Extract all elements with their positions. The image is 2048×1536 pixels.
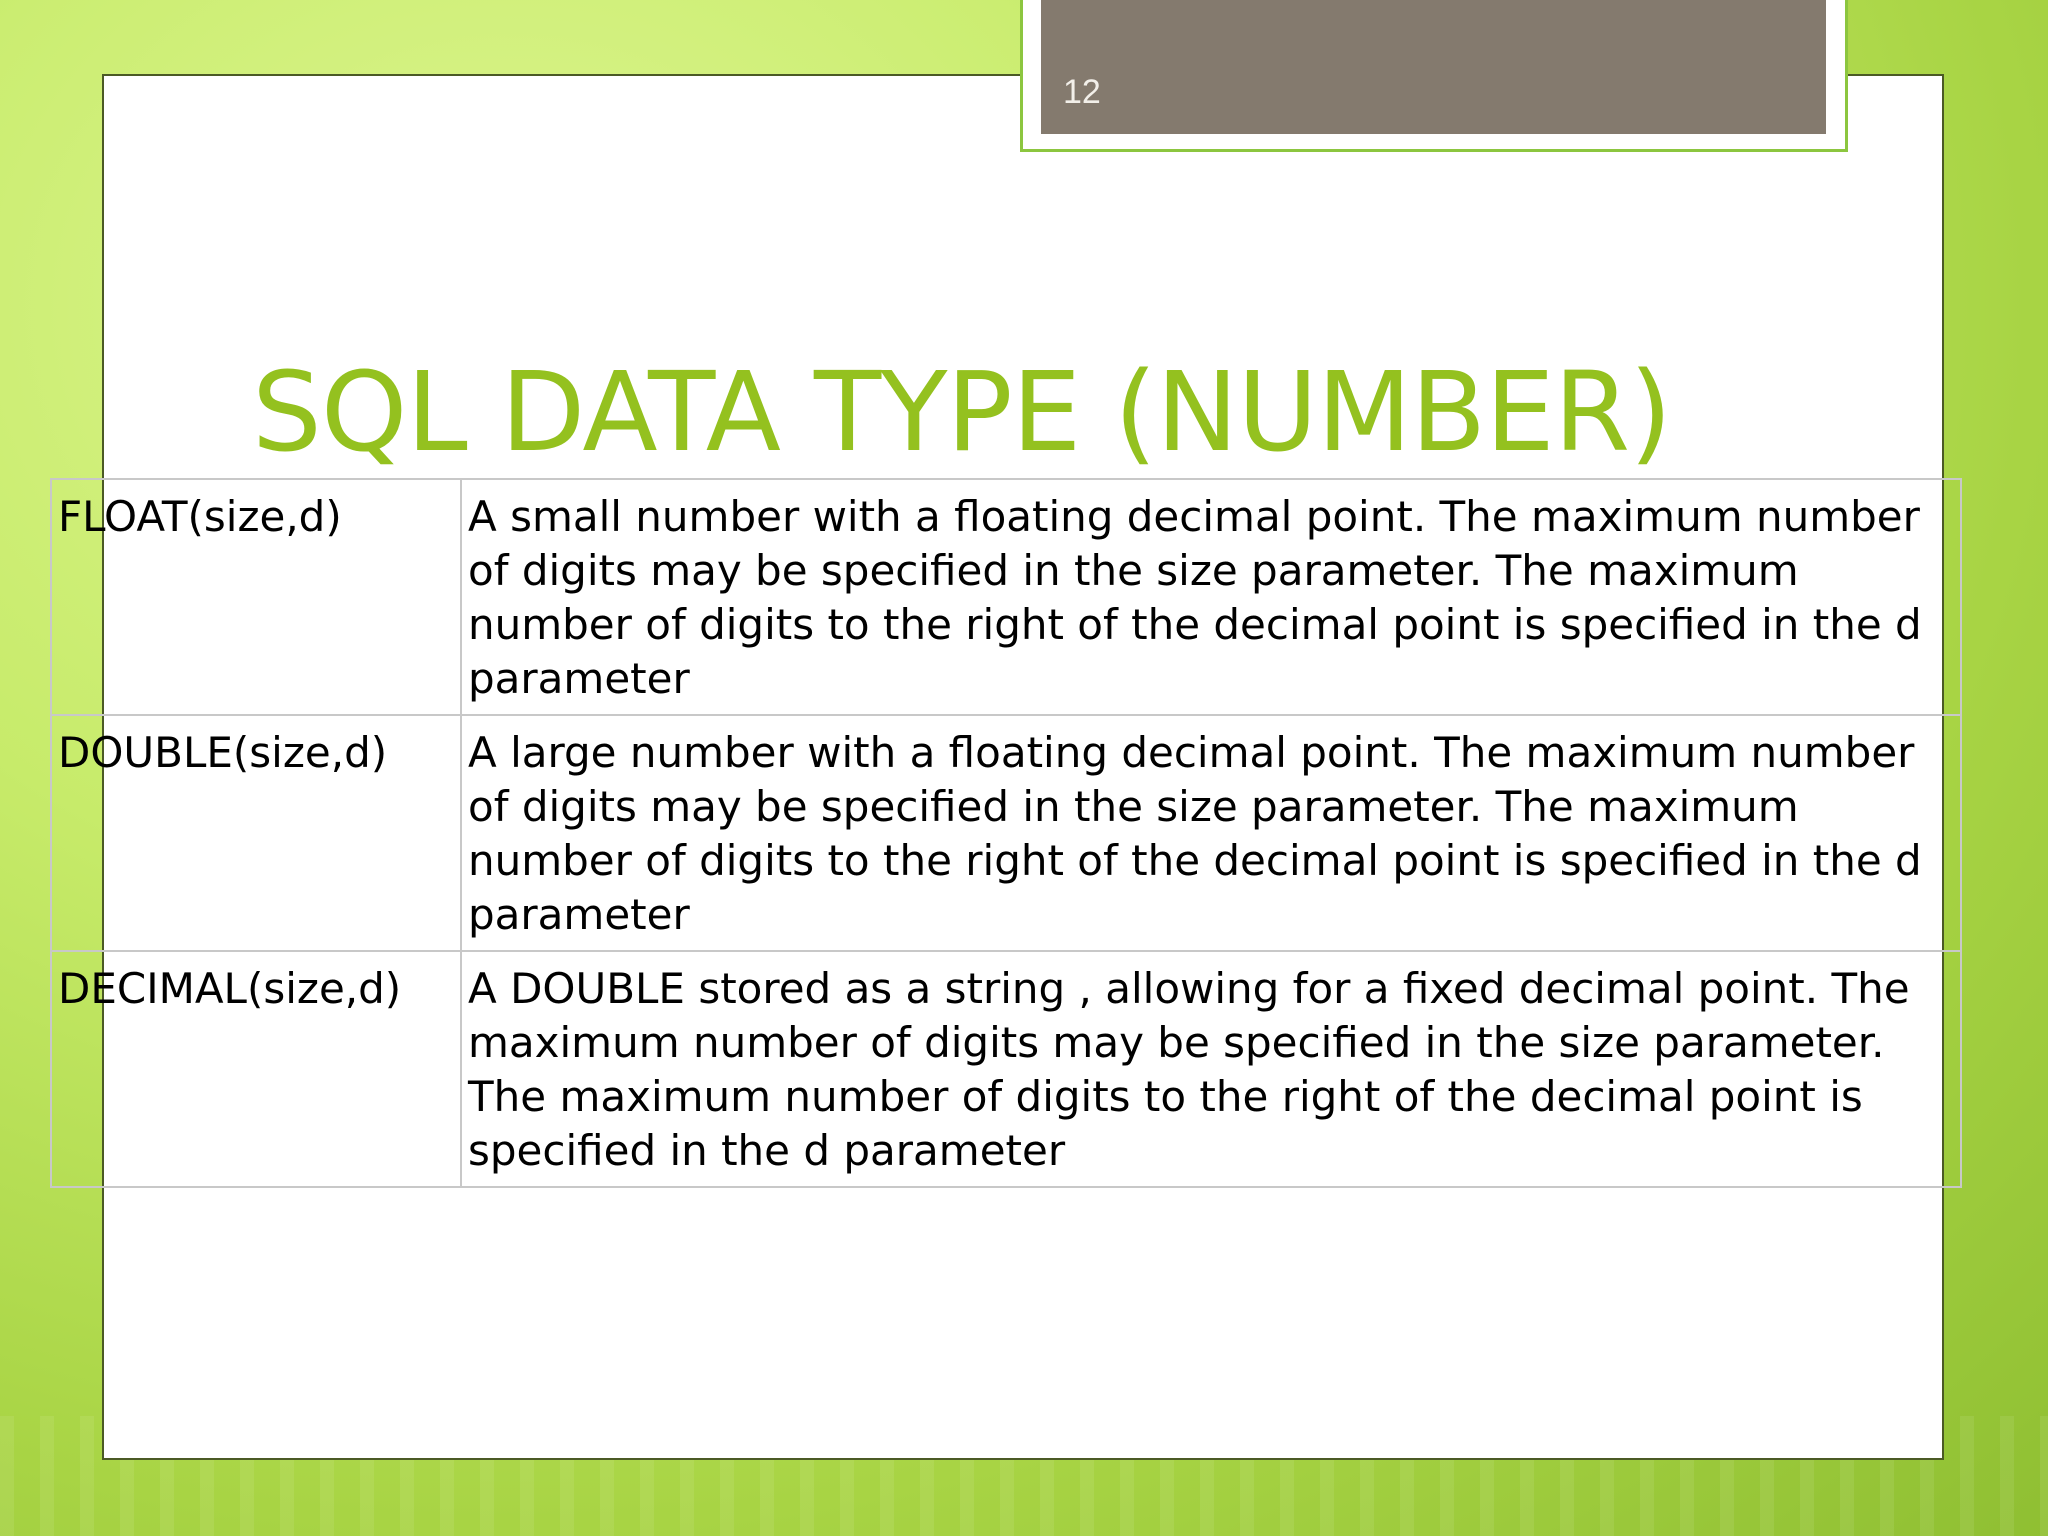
slide-number: 12 (1063, 73, 1101, 111)
type-name-cell: DECIMAL(size,d) (51, 951, 461, 1187)
table-row (51, 715, 1961, 951)
type-name-cell: FLOAT(size,d) (51, 479, 461, 715)
type-description-cell: A small number with a floating decimal point. The maximum number of digits may be specified in the size parameter. The maximum number of digits to the right of the decimal point is specified in the d parameter (461, 479, 1961, 715)
type-description-cell: A DOUBLE stored as a string , allowing for a fixed decimal point. The maximum number of digits may be specified in the size parameter. The maximum number of digits to the right of the decimal point is specified in the d parameter (461, 951, 1961, 1187)
type-name-cell: DOUBLE(size,d) (51, 715, 461, 951)
slide-number-tab (1041, 0, 1826, 134)
slide-title: SQL DATA TYPE (NUMBER) (252, 348, 1672, 476)
type-description-cell: A large number with a floating decimal point. The maximum number of digits may be specified in the size parameter. The maximum number of digits to the right of the decimal point is specified in the d parameter (461, 715, 1961, 951)
table-row (51, 951, 1961, 1187)
table-row (51, 479, 1961, 715)
data-type-table (50, 478, 1962, 1188)
